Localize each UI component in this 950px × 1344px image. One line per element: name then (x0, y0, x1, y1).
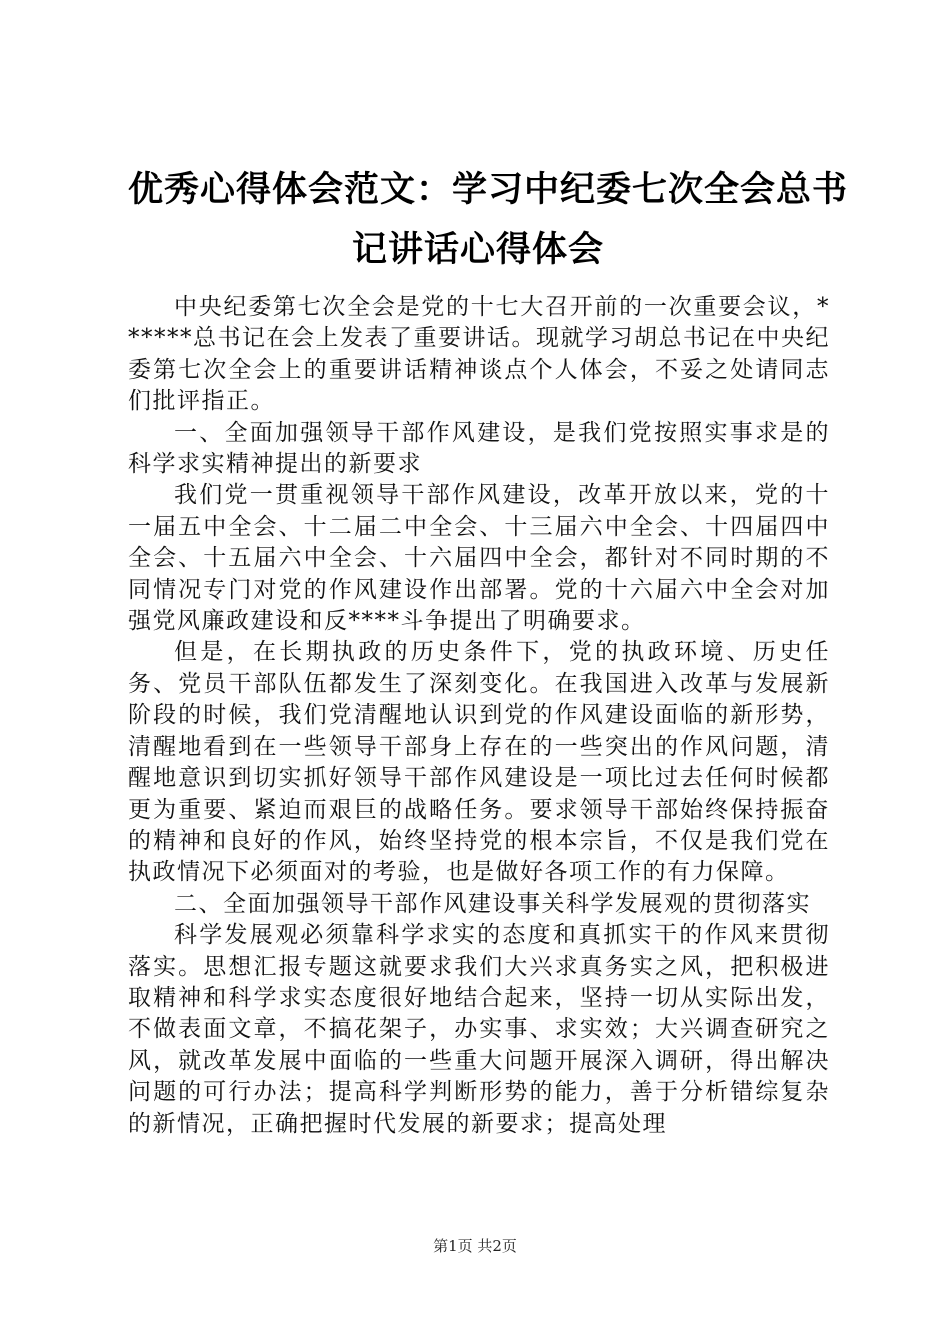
title-line-1: 优秀心得体会范文：学习中纪委七次全会总书 (128, 169, 849, 210)
document-title (128, 160, 849, 280)
paragraph-section-2a: 科学发展观必须靠科学求实的态度和真抓实干的作风来贯彻落实。思想汇报专题这就要求我们大兴求真务实之风，把积极进取精神和科学求实态度很好地结合起来，坚持一切从实际出发，不做表面文章，不搞花架子，办实事、求实效；大兴调查研究之风，就改革发展中面临的一些重大问题开展深入调研，得出解决问题的可行办法；提高科学判断形势的能力，善于分析错综复杂的新情况，正确把握时代发展的新要求；提高处理 (128, 922, 830, 1137)
paragraph-section-1b: 但是，在长期执政的历史条件下，党的执政环境、历史任务、党员干部队伍都发生了深刻变化。在我国进入改革与发展新阶段的时候，我们党清醒地认识到党的作风建设面临的新形势，清醒地看到在一些领导干部身上存在的一些突出的作风问题，清醒地意识到切实抓好领导干部作风建设是一项比过去任何时候都更为重要、紧迫而艰巨的战略任务。要求领导干部始终保持振奋的精神和良好的作风，始终坚持党的根本宗旨，不仅是我们党在执政情况下必须面对的考验，也是做好各项工作的有力保障。 (128, 639, 830, 886)
paragraph-intro: 中央纪委第七次全会是党的十七大召开前的一次重要会议，******总书记在会上发表了重要讲话。现就学习胡总书记在中央纪委第七次全会上的重要讲话精神谈点个人体会，不妥之处请同志们批评指正。 (128, 294, 830, 415)
section-heading-2: 二、全面加强领导干部作风建设事关科学发展观的贯彻落实 (174, 890, 811, 917)
title-line-2: 记讲话心得体会 (351, 229, 604, 270)
page-number-footer: 第1页 共2页 (433, 1237, 517, 1255)
section-heading-1: 一、全面加强领导干部作风建设，是我们党按照实事求是的科学求实精神提出的新要求 (128, 419, 830, 478)
paragraph-section-1a: 我们党一贯重视领导干部作风建设，改革开放以来，党的十一届五中全会、十二届二中全会、十三届六中全会、十四届四中全会、十五届六中全会、十六届四中全会，都针对不同时期的不同情况专门对党的作风建设作出部署。党的十六届六中全会对加强党风廉政建设和反****斗争提出了明确要求。 (128, 482, 830, 635)
document-body (128, 292, 830, 1140)
